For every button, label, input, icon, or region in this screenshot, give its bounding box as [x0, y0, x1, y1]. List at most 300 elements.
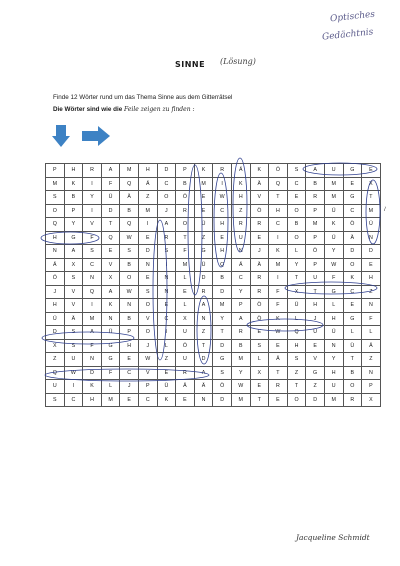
grid-cell: W — [213, 191, 232, 205]
grid-cell: E — [343, 299, 362, 313]
grid-cell: K — [194, 164, 213, 178]
grid-cell: O — [157, 191, 176, 205]
grid-cell: N — [324, 339, 343, 353]
grid-cell: E — [250, 380, 269, 394]
grid-cell: T — [362, 191, 381, 205]
grid-cell: Ä — [250, 177, 269, 191]
grid-cell: R — [343, 393, 362, 407]
grid-cell: A — [157, 218, 176, 232]
grid-row — [46, 366, 381, 380]
grid-cell: E — [120, 393, 139, 407]
grid-cell: R — [250, 272, 269, 286]
grid-cell: H — [120, 339, 139, 353]
grid-cell: P — [64, 204, 83, 218]
grid-cell: R — [176, 204, 195, 218]
grid-cell: V — [138, 366, 157, 380]
grid-cell: I — [138, 218, 157, 232]
grid-cell: Y — [231, 366, 250, 380]
grid-cell: P — [306, 204, 325, 218]
grid-cell: E — [138, 272, 157, 286]
grid-cell: N — [194, 312, 213, 326]
grid-cell: N — [157, 285, 176, 299]
grid-cell: E — [250, 326, 269, 340]
grid-cell: Ö — [343, 218, 362, 232]
grid-row — [46, 218, 381, 232]
grid-cell: N — [362, 366, 381, 380]
grid-cell: Q — [269, 177, 288, 191]
grid-cell: Ö — [176, 191, 195, 205]
grid-cell: Ü — [194, 218, 213, 232]
grid-cell: H — [362, 272, 381, 286]
instruction-line2-handwritten: Feile zeigen zu finden : — [124, 106, 195, 113]
grid-row — [46, 380, 381, 394]
grid-cell: M — [306, 218, 325, 232]
grid-cell: U — [176, 353, 195, 367]
grid-cell: H — [46, 231, 65, 245]
grid-cell: A — [101, 285, 120, 299]
grid-cell: B — [120, 258, 139, 272]
grid-cell: K — [269, 312, 288, 326]
grid-cell: T — [250, 393, 269, 407]
grid-cell: W — [324, 258, 343, 272]
grid-cell: C — [343, 204, 362, 218]
grid-cell: S — [287, 353, 306, 367]
grid-cell: C — [64, 393, 83, 407]
grid-cell: F — [101, 366, 120, 380]
grid-cell: A — [101, 164, 120, 178]
handwritten-title-note: (Lösung) — [220, 57, 256, 66]
grid-cell: E — [306, 339, 325, 353]
grid-row — [46, 299, 381, 313]
grid-cell: G — [324, 285, 343, 299]
grid-cell: G — [213, 353, 232, 367]
grid-cell: L — [324, 299, 343, 313]
grid-cell: H — [324, 312, 343, 326]
arrow-down-icon — [52, 125, 70, 147]
grid-cell: N — [46, 245, 65, 259]
grid-cell: J — [46, 285, 65, 299]
grid-cell: Ü — [324, 326, 343, 340]
grid-cell: E — [213, 231, 232, 245]
grid-cell: M — [83, 312, 102, 326]
grid-cell: C — [231, 272, 250, 286]
grid-cell: U — [46, 380, 65, 394]
grid-cell: D — [213, 285, 232, 299]
grid-cell: Ä — [250, 258, 269, 272]
grid-cell: I — [269, 231, 288, 245]
grid-cell: E — [120, 353, 139, 367]
grid-cell: Q — [46, 366, 65, 380]
grid-cell: K — [64, 177, 83, 191]
grid-cell: S — [250, 339, 269, 353]
grid-cell: X — [250, 366, 269, 380]
grid-cell: U — [324, 164, 343, 178]
grid-cell: V — [64, 285, 83, 299]
grid-cell: K — [231, 177, 250, 191]
grid-cell: M — [120, 164, 139, 178]
grid-cell: W — [120, 285, 139, 299]
instruction-line2-printed: Die Wörter sind wie die — [53, 106, 125, 113]
grid-cell: A — [194, 366, 213, 380]
grid-cell: Z — [46, 353, 65, 367]
grid-cell: V — [64, 299, 83, 313]
grid-cell: Z — [231, 204, 250, 218]
grid-cell: A — [306, 164, 325, 178]
grid-cell: Ü — [287, 299, 306, 313]
grid-cell: G — [343, 312, 362, 326]
grid-cell: T — [343, 353, 362, 367]
grid-cell: J — [250, 245, 269, 259]
grid-cell: B — [306, 177, 325, 191]
grid-cell: S — [64, 326, 83, 340]
grid-cell: E — [101, 245, 120, 259]
grid-cell: S — [46, 393, 65, 407]
grid-cell: R — [157, 231, 176, 245]
grid-cell: O — [138, 299, 157, 313]
grid-cell: L — [101, 380, 120, 394]
grid-cell: D — [101, 204, 120, 218]
arrow-right-icon — [82, 126, 110, 146]
grid-cell: D — [138, 245, 157, 259]
grid-cell: Ä — [64, 312, 83, 326]
grid-cell: M — [324, 191, 343, 205]
grid-cell: F — [324, 272, 343, 286]
grid-cell: N — [362, 299, 381, 313]
grid-row — [46, 164, 381, 178]
grid-cell: B — [120, 204, 139, 218]
grid-cell: H — [231, 191, 250, 205]
grid-cell: Q — [83, 285, 102, 299]
grid-cell: E — [343, 177, 362, 191]
grid-cell: E — [362, 164, 381, 178]
grid-cell: A — [64, 245, 83, 259]
grid-cell: Ö — [46, 272, 65, 286]
grid-cell: L — [343, 326, 362, 340]
grid-cell: Ü — [101, 191, 120, 205]
signature: Jacqueline Schmidt — [296, 533, 370, 542]
grid-cell: B — [120, 312, 139, 326]
grid-cell: L — [362, 326, 381, 340]
grid-cell: Ö — [306, 245, 325, 259]
grid-cell: X — [101, 272, 120, 286]
grid-cell: O — [343, 258, 362, 272]
grid-cell: D — [157, 164, 176, 178]
grid-cell: P — [362, 380, 381, 394]
grid-cell: T — [213, 326, 232, 340]
grid-cell: Ä — [269, 353, 288, 367]
grid-cell: R — [213, 164, 232, 178]
grid-cell: Y — [287, 258, 306, 272]
grid-cell: Ä — [343, 231, 362, 245]
grid-cell: L — [176, 272, 195, 286]
grid-cell: Ö — [250, 299, 269, 313]
grid-cell: R — [231, 326, 250, 340]
grid-cell: Y — [231, 285, 250, 299]
grid-cell: Ä — [46, 258, 65, 272]
grid-cell: Z — [362, 353, 381, 367]
grid-cell: Q — [101, 231, 120, 245]
grid-cell: H — [64, 164, 83, 178]
instruction-line1: Finde 12 Wörter rund um das Thema Sinne aus dem Gitterrätsel — [53, 94, 233, 101]
grid-cell: Ü — [306, 326, 325, 340]
grid-cell: Ü — [362, 218, 381, 232]
grid-cell: A — [194, 299, 213, 313]
grid-cell: R — [194, 285, 213, 299]
grid-row — [46, 353, 381, 367]
grid-cell: Y — [324, 245, 343, 259]
grid-cell: U — [324, 380, 343, 394]
grid-cell: N — [83, 272, 102, 286]
grid-cell: F — [176, 245, 195, 259]
grid-cell: K — [269, 245, 288, 259]
grid-cell: E — [176, 393, 195, 407]
grid-cell: Q — [120, 177, 139, 191]
grid-cell: U — [64, 353, 83, 367]
grid-cell: S — [287, 164, 306, 178]
grid-cell: H — [306, 299, 325, 313]
grid-cell: Z — [306, 380, 325, 394]
grid-cell: C — [157, 312, 176, 326]
grid-cell: V — [138, 312, 157, 326]
grid-cell: P — [176, 164, 195, 178]
handwritten-note-line2: Gedächtnis — [321, 27, 374, 43]
grid-cell: U — [231, 231, 250, 245]
grid-cell: D — [343, 245, 362, 259]
grid-cell: Q — [46, 218, 65, 232]
grid-cell: R — [250, 218, 269, 232]
grid-cell: C — [83, 258, 102, 272]
grid-cell: S — [64, 272, 83, 286]
grid-cell: O — [138, 326, 157, 340]
grid-cell: W — [269, 326, 288, 340]
grid-row — [46, 204, 381, 218]
grid-cell: Y — [324, 353, 343, 367]
grid-cell: D — [306, 393, 325, 407]
grid-cell: N — [362, 231, 381, 245]
grid-cell: Ä — [231, 164, 250, 178]
grid-cell: J — [138, 339, 157, 353]
handwritten-note-line1: Optisches — [329, 9, 376, 25]
grid-cell: Ö — [250, 204, 269, 218]
grid-cell: C — [343, 285, 362, 299]
grid-cell: G — [101, 339, 120, 353]
grid-cell: T — [269, 191, 288, 205]
grid-cell: R — [250, 285, 269, 299]
grid-cell: T — [287, 272, 306, 286]
grid-cell: Ö — [213, 380, 232, 394]
grid-cell: M — [231, 353, 250, 367]
grid-cell: K — [157, 393, 176, 407]
grid-cell: V — [101, 258, 120, 272]
grid-cell: G — [306, 366, 325, 380]
instruction-line2 — [53, 106, 195, 113]
grid-cell: R — [231, 218, 250, 232]
grid-cell: E — [362, 258, 381, 272]
grid-cell: T — [306, 285, 325, 299]
grid-cell: G — [343, 164, 362, 178]
grid-cell: O — [176, 218, 195, 232]
grid-cell: Ü — [324, 204, 343, 218]
grid-cell: E — [176, 285, 195, 299]
grid-cell: I — [83, 177, 102, 191]
grid-cell: D — [194, 353, 213, 367]
grid-cell: E — [194, 191, 213, 205]
grid-cell: O — [343, 380, 362, 394]
grid-cell: Y — [213, 312, 232, 326]
grid-cell: M — [231, 393, 250, 407]
grid-cell: N — [157, 272, 176, 286]
grid-cell: K — [250, 164, 269, 178]
grid-cell: H — [138, 164, 157, 178]
grid-row — [46, 312, 381, 326]
grid-cell: B — [231, 339, 250, 353]
grid-cell: V — [306, 353, 325, 367]
grid-cell: N — [120, 299, 139, 313]
grid-cell: I — [269, 272, 288, 286]
grid-cell: V — [250, 191, 269, 205]
grid-row — [46, 339, 381, 353]
grid-cell: P — [46, 164, 65, 178]
grid-row — [46, 245, 381, 259]
grid-cell: N — [101, 312, 120, 326]
grid-cell: M — [213, 299, 232, 313]
grid-cell: J — [157, 204, 176, 218]
grid-cell: R — [306, 191, 325, 205]
grid-cell: E — [250, 231, 269, 245]
grid-cell: Ä — [120, 191, 139, 205]
grid-cell: W — [138, 353, 157, 367]
grid-cell: Ü — [101, 326, 120, 340]
grid-cell: E — [157, 366, 176, 380]
grid-cell: H — [46, 299, 65, 313]
grid-cell: S — [120, 245, 139, 259]
grid-cell: S — [213, 366, 232, 380]
page-title: SINNE — [175, 60, 206, 69]
grid-cell: H — [83, 393, 102, 407]
margin-mark: ≀ — [383, 205, 386, 213]
grid-cell: P — [306, 231, 325, 245]
grid-cell: X — [46, 339, 65, 353]
grid-row — [46, 272, 381, 286]
grid-cell: B — [343, 366, 362, 380]
grid-cell: M — [138, 204, 157, 218]
grid-cell: K — [343, 272, 362, 286]
grid-cell: O — [120, 272, 139, 286]
grid-cell: Ä — [176, 380, 195, 394]
grid-cell: C — [120, 366, 139, 380]
grid-cell: O — [287, 204, 306, 218]
grid-cell: M — [194, 177, 213, 191]
grid-cell: Q — [213, 258, 232, 272]
grid-cell: R — [83, 164, 102, 178]
grid-cell: N — [231, 245, 250, 259]
grid-cell: C — [287, 177, 306, 191]
grid-cell: T — [194, 339, 213, 353]
grid-cell: K — [101, 299, 120, 313]
grid-cell: K — [324, 218, 343, 232]
word-search-grid — [45, 163, 381, 407]
grid-cell: S — [46, 191, 65, 205]
grid-cell: N — [138, 258, 157, 272]
grid-cell: N — [194, 393, 213, 407]
grid-cell: T — [101, 218, 120, 232]
grid-cell: M — [269, 258, 288, 272]
grid-cell: W — [64, 366, 83, 380]
grid-cell: M — [46, 177, 65, 191]
grid-cell: H — [269, 204, 288, 218]
grid-cell: E — [269, 393, 288, 407]
grid-row — [46, 393, 381, 407]
grid-cell: K — [83, 380, 102, 394]
grid-row — [46, 177, 381, 191]
grid-row — [46, 258, 381, 272]
grid-cell: I — [213, 177, 232, 191]
grid-cell: U — [176, 326, 195, 340]
grid-row — [46, 326, 381, 340]
grid-cell: H — [213, 218, 232, 232]
grid-cell: W — [120, 231, 139, 245]
grid-cell: I — [64, 380, 83, 394]
grid-cell: Ü — [46, 312, 65, 326]
grid-cell: L — [176, 299, 195, 313]
grid-cell: Q — [120, 218, 139, 232]
grid-cell: M — [176, 258, 195, 272]
grid-cell: U — [306, 272, 325, 286]
grid-cell: Z — [138, 191, 157, 205]
grid-cell: G — [343, 191, 362, 205]
grid-cell: D — [194, 272, 213, 286]
grid-cell: O — [287, 231, 306, 245]
grid-cell: Ä — [231, 258, 250, 272]
grid-cell: L — [157, 339, 176, 353]
grid-cell: S — [83, 245, 102, 259]
grid-cell: I — [83, 204, 102, 218]
grid-cell: I — [157, 258, 176, 272]
grid-cell: E — [138, 231, 157, 245]
grid-cell: E — [194, 204, 213, 218]
grid-row — [46, 191, 381, 205]
grid-cell: Ä — [138, 177, 157, 191]
grid-cell: M — [324, 177, 343, 191]
grid-cell: D — [213, 339, 232, 353]
grid-cell: Ö — [176, 339, 195, 353]
grid-cell: G — [64, 231, 83, 245]
grid-cell: E — [287, 191, 306, 205]
grid-cell: M — [362, 204, 381, 218]
grid-cell: Ü — [343, 339, 362, 353]
grid-cell: G — [101, 353, 120, 367]
grid-cell: E — [269, 339, 288, 353]
grid-cell: R — [269, 380, 288, 394]
grid-cell: T — [287, 380, 306, 394]
grid-cell: P — [231, 299, 250, 313]
grid-cell: H — [324, 366, 343, 380]
grid-cell: L — [250, 353, 269, 367]
grid-cell: F — [101, 177, 120, 191]
grid-row — [46, 285, 381, 299]
grid-cell: F — [269, 299, 288, 313]
grid-cell: C — [157, 177, 176, 191]
grid-cell: L — [287, 245, 306, 259]
grid-cell: Ü — [324, 231, 343, 245]
grid-cell: I — [83, 299, 102, 313]
grid-cell: Z — [194, 231, 213, 245]
grid-cell: D — [83, 366, 102, 380]
grid-cell: Ü — [157, 380, 176, 394]
grid-cell: M — [101, 393, 120, 407]
grid-cell: X — [64, 258, 83, 272]
grid-cell: Ä — [362, 339, 381, 353]
